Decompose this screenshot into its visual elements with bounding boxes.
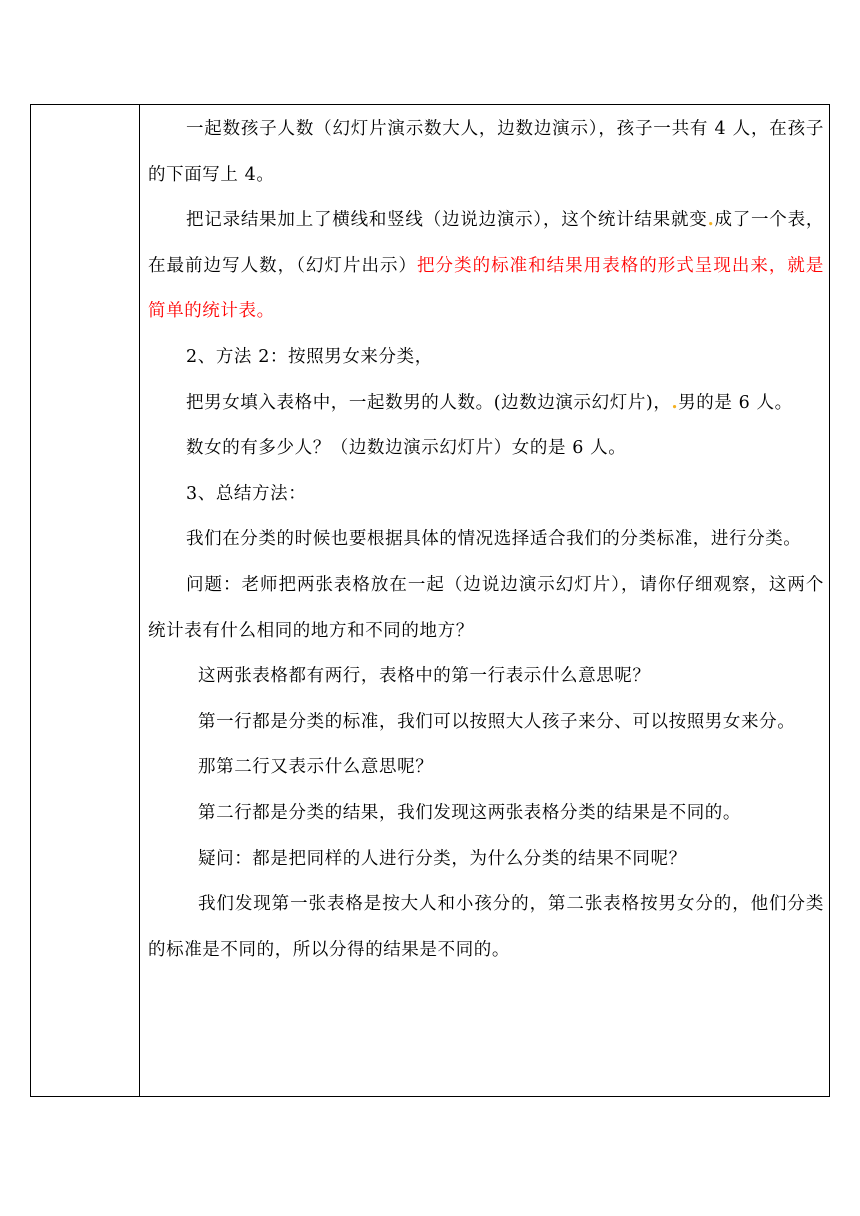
- paragraph-count-male: 把男女填入表格中，一起数男的人数。(边数边演示幻灯片)，.男的是 6 人。: [186, 392, 793, 413]
- emphasis-dot-mark: .: [671, 392, 679, 413]
- paragraph-summary: 我们在分类的时候也要根据具体的情况选择适合我们的分类标准，进行分类。: [186, 529, 802, 550]
- emphasis-red-text: 把分类的标准和结果用表格的形式呈现出来，就是简单的统计表。: [148, 255, 825, 322]
- paragraph-count-female: 数女的有多少人？（边数边演示幻灯片）女的是 6 人。: [186, 438, 627, 459]
- emphasis-dot-mark: .: [707, 210, 715, 231]
- paragraph-table-intro: 把记录结果加上了横线和竖线（边说边演示），这个统计结果就变.成了一个表，在最前边写人数，（幻灯片出示）把分类的标准和结果用表格的形式呈现出来，就是简单的统计表。: [148, 210, 825, 322]
- column-divider: [139, 104, 140, 1097]
- paragraph-first-row: 第一行都是分类的标准，我们可以按照大人孩子来分、可以按照男女来分。: [198, 711, 796, 732]
- paragraph-doubt: 疑问：都是把同样的人进行分类，为什么分类的结果不同呢？: [198, 848, 687, 869]
- paragraph-summary-heading: 3、总结方法：: [186, 483, 307, 504]
- paragraph-count-children: 一起数孩子人数（幻灯片演示数大人，边数边演示），孩子一共有 4 人，在孩子的下面写上 4。: [148, 119, 824, 185]
- paragraph-two-rows: 这两张表格都有两行，表格中的第一行表示什么意思呢？: [198, 666, 651, 687]
- lesson-content-cell: [148, 107, 824, 973]
- paragraph-method-2: 2、方法 2：按照男女来分类，: [186, 346, 433, 367]
- paragraph-question: 问题：老师把两张表格放在一起（边说边演示幻灯片），请你仔细观察，这两个统计表有什么相同的地方和不同的地方？: [148, 574, 824, 641]
- paragraph-second-row: 第二行都是分类的结果，我们发现这两张表格分类的结果是不同的。: [198, 802, 741, 823]
- paragraph-second-row-question: 那第二行又表示什么意思呢？: [198, 757, 434, 778]
- paragraph-conclusion: 我们发现第一张表格是按大人和小孩分的，第二张表格按男女分的，他们分类的标准是不同的，所以分得的结果是不同的。: [148, 894, 824, 960]
